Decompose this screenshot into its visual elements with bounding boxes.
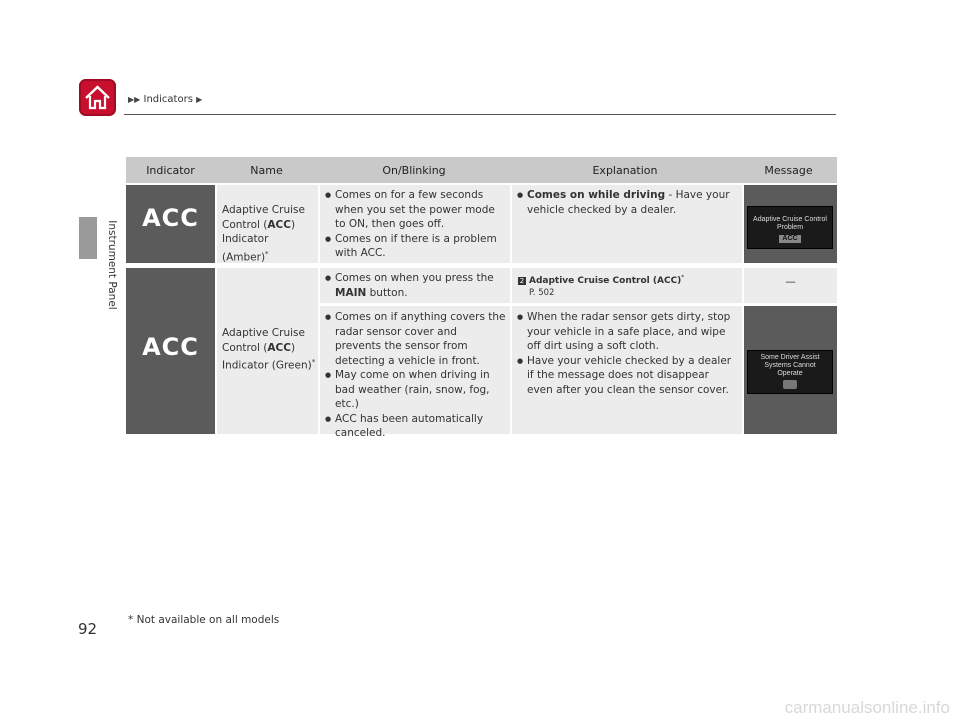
footnote: * Not available on all models — [128, 614, 280, 626]
acc-amber-indicator — [126, 185, 215, 263]
breadcrumb-prefix: ▶▶ — [128, 95, 141, 104]
breadcrumb-label[interactable]: Indicators — [143, 94, 193, 105]
row2b-on-item: ● May come on when driving in bad weather (rain, snow, fog, etc.) — [325, 368, 506, 412]
section-tab[interactable] — [79, 217, 97, 259]
row1-name-bold: ACC — [267, 218, 291, 231]
row2-name-bold: ACC — [267, 341, 291, 354]
row2a-message: — — [744, 268, 837, 303]
row2-name — [217, 268, 318, 434]
row2a-on-post: button. — [366, 286, 408, 299]
row2b-explanation-item: ● When the radar sensor gets dirty, stop your vehicle in a safe place, and wipe off dirt using a soft cloth. — [517, 310, 736, 354]
message-line2: Problem — [776, 224, 804, 231]
reference-mark: * — [681, 274, 685, 281]
row2-name-suffix: ) — [290, 341, 296, 354]
main-button-label: MAIN — [335, 286, 367, 299]
row1-explanation — [512, 185, 742, 263]
row2b-on-blinking — [320, 306, 510, 439]
row1-on-item: ● Comes on for a few seconds when you set the power mode to ON, then goes off. — [325, 188, 506, 232]
row1-name — [217, 185, 318, 263]
message-line3: Operate — [777, 370, 803, 377]
row2b-message — [744, 306, 837, 434]
row1-explanation-text: - Have your vehicle checked by a dealer. — [527, 189, 730, 216]
section-label — [100, 217, 118, 317]
page-number: 92 — [78, 620, 98, 638]
row2a-on-item — [325, 271, 506, 300]
header-explanation: Explanation — [592, 163, 658, 177]
row1-message — [744, 185, 837, 263]
section-label-text: Instrument Panel — [106, 220, 118, 310]
row1-name-prefix: Adaptive Cruise Control ( — [222, 204, 305, 231]
reference-page[interactable]: P. 502 — [529, 288, 555, 298]
row1-on-item: ● Comes on if there is a problem with ACC. — [325, 232, 506, 261]
header-indicator: Indicator — [146, 163, 195, 177]
row1-explanation-item — [517, 188, 736, 217]
reference-title: Adaptive Cruise Control (ACC) — [529, 276, 682, 286]
row2-name-line3: Indicator (Green) — [222, 359, 312, 372]
home-button[interactable] — [79, 79, 116, 116]
reference-arrow-icon: 2 — [519, 277, 525, 285]
row1-footnote-mark: * — [265, 249, 269, 258]
header-name: Name — [250, 163, 283, 177]
message-line2: Systems Cannot — [764, 362, 816, 369]
row2a-on-pre: Comes on when you press the — [335, 272, 494, 284]
home-icon — [83, 83, 112, 112]
row1-name-line3: Indicator (Amber) — [222, 233, 269, 263]
message-screen-acc-problem — [747, 206, 833, 249]
row2b-on-item: ● ACC has been automatically canceled. — [325, 412, 506, 441]
row2b-explanation — [512, 306, 742, 434]
acc-icon: ACC — [142, 204, 199, 232]
acc-green-indicator — [126, 268, 215, 434]
table-header — [126, 157, 837, 183]
watermark: carmanualsonline.info — [784, 698, 950, 717]
row2-footnote-mark: * — [311, 358, 316, 366]
row1-explanation-bold: Comes on while driving — [527, 189, 666, 201]
message-acc-badge: ACC — [779, 235, 800, 243]
acc-icon: ACC — [142, 333, 199, 361]
radar-sensor-icon — [783, 380, 797, 389]
header-message: Message — [764, 163, 813, 177]
cross-reference-link[interactable] — [518, 272, 738, 287]
row1-on-blinking — [320, 185, 510, 263]
row1-name-suffix: ) — [290, 218, 296, 231]
row2a-on-blinking — [320, 268, 510, 303]
row2a-explanation — [512, 268, 742, 303]
message-line1: Some Driver Assist — [760, 354, 820, 361]
row2b-explanation-item: ● Have your vehicle checked by a dealer if the message does not disappear even after you clean the sensor cover. — [517, 354, 736, 398]
breadcrumb-suffix: ▶ — [196, 95, 203, 104]
indicator-table — [126, 157, 837, 183]
header-on-blinking: On/Blinking — [382, 163, 446, 177]
row2-name-prefix: Adaptive Cruise Control ( — [222, 327, 305, 354]
breadcrumb[interactable] — [128, 94, 202, 105]
header-divider — [124, 114, 836, 115]
message-screen-driver-assist — [747, 350, 833, 394]
row2b-on-item: ● Comes on if anything covers the radar sensor cover and prevents the sensor from detecting a vehicle in front. — [325, 310, 506, 368]
message-line1: Adaptive Cruise Control — [753, 216, 827, 223]
